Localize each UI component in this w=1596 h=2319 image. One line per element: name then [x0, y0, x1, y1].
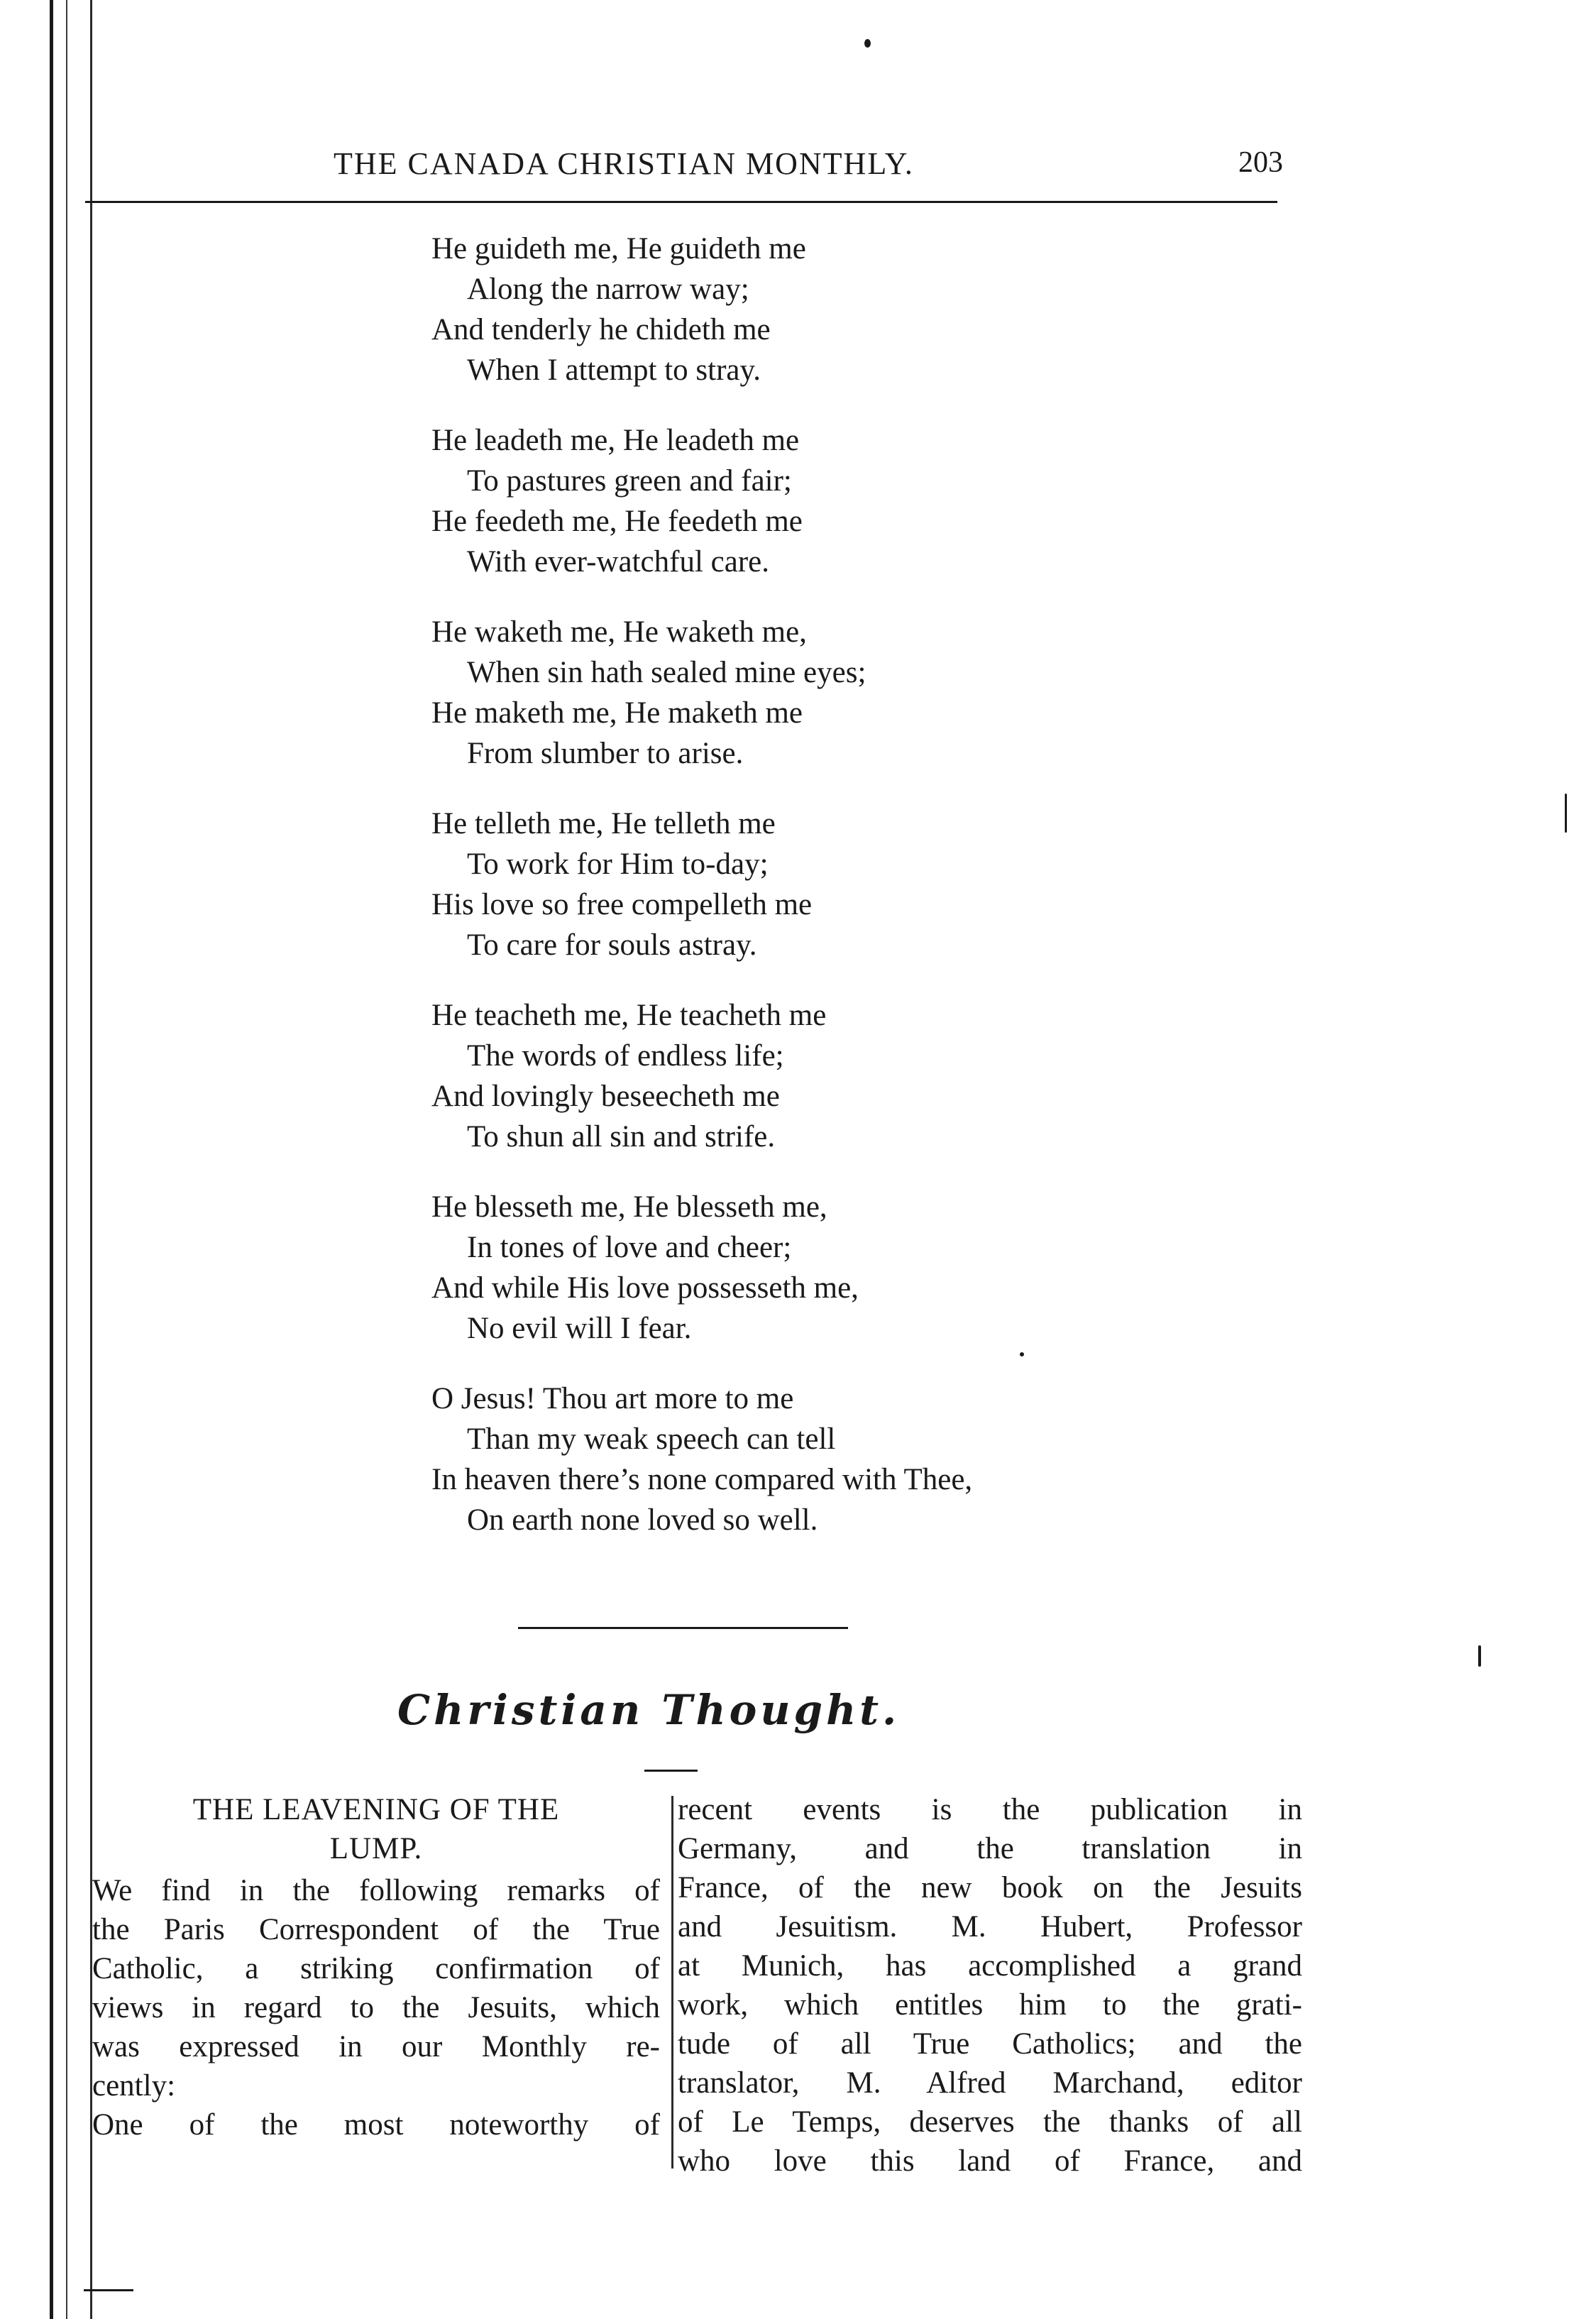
running-head: THE CANADA CHRISTIAN MONTHLY.	[334, 146, 914, 181]
poem-line: When sin hath sealed mine eyes;	[467, 656, 866, 689]
article-text-line: at Munich, has accomplished a grand	[678, 1949, 1302, 1983]
article-text-line: tude of all True Catholics; and the	[678, 2027, 1302, 2061]
poem-stanza	[431, 612, 1226, 774]
binding-hook	[84, 2289, 133, 2291]
poem-line: With ever-watchful care.	[467, 545, 769, 579]
poem-stanza	[431, 1187, 1226, 1349]
header-rule	[85, 201, 1277, 203]
poem-line: He leadeth me, He leadeth me	[431, 424, 800, 457]
article-column-right	[678, 1790, 1302, 2181]
article-text-line: France, of the new book on the Jesuits	[678, 1871, 1302, 1904]
article-text-line: We find in the following remarks of	[92, 1874, 660, 1907]
poem-stanza	[431, 995, 1226, 1157]
poem-line: And while His love possesseth me,	[431, 1271, 859, 1305]
poem-line: From slumber to arise.	[467, 737, 744, 770]
article-text-line: was expressed in our Monthly re-	[92, 2030, 660, 2063]
poem-line: To work for Him to-day;	[467, 848, 769, 881]
poem-stanza	[431, 1378, 1226, 1540]
poem-line: He blesseth me, He blesseth me,	[431, 1190, 827, 1224]
article-text-line: of Le Temps, deserves the thanks of all	[678, 2105, 1302, 2139]
article-text-line: views in regard to the Jesuits, which	[92, 1991, 660, 2024]
poem-line: To shun all sin and strife.	[467, 1120, 776, 1153]
article-text-line: translator, M. Alfred Marchand, editor	[678, 2066, 1302, 2100]
article-text-line: recent events is the publication in	[678, 1793, 1302, 1826]
title-rule	[644, 1770, 698, 1772]
poem-line: To pastures green and fair;	[467, 464, 792, 498]
article-heading	[92, 1790, 660, 1868]
poem-line: He feedeth me, He feedeth me	[431, 505, 803, 538]
article-text-line: the Paris Correspondent of the True	[92, 1913, 660, 1946]
poem-line: Along the narrow way;	[467, 273, 749, 306]
poem-stanza	[431, 804, 1226, 965]
article-text-line: Catholic, a striking confirmation of	[92, 1952, 660, 1985]
page-number: 203	[1238, 146, 1283, 179]
print-speck	[1565, 794, 1567, 833]
article-column-left	[92, 1790, 660, 2144]
article-text-line: One of the most noteworthy of	[92, 2108, 660, 2142]
print-speck	[864, 39, 871, 48]
column-divider	[671, 1796, 673, 2169]
poem-line: In tones of love and cheer;	[467, 1231, 792, 1264]
print-speck	[1478, 1645, 1481, 1667]
poem-line: He waketh me, He waketh me,	[431, 615, 807, 649]
poem-line: In heaven there’s none compared with Thee,	[431, 1463, 973, 1496]
poem-line: No evil will I fear.	[467, 1312, 692, 1345]
article-heading-line: LUMP.	[329, 1832, 423, 1865]
poem-stanza	[431, 420, 1226, 582]
poem-line: O Jesus! Thou art more to me	[431, 1382, 794, 1415]
article-text-line: work, which entitles him to the grati-	[678, 1988, 1302, 2022]
poem-line: He teacheth me, He teacheth me	[431, 999, 827, 1032]
article-text-line: who love this land of France, and	[678, 2144, 1302, 2178]
poem-stanza	[431, 229, 1226, 390]
poem-line: Than my weak speech can tell	[467, 1422, 836, 1456]
binding-edge	[50, 0, 92, 2319]
section-title: Christian Thought.	[397, 1686, 901, 1734]
poem-line: He guideth me, He guideth me	[431, 232, 806, 265]
poem-line: The words of endless life;	[467, 1039, 784, 1073]
poem-line: He maketh me, He maketh me	[431, 696, 803, 730]
poem-line: And lovingly beseecheth me	[431, 1080, 780, 1113]
poem-line: To care for souls astray.	[467, 928, 757, 962]
section-rule	[518, 1627, 848, 1629]
article-heading-line: THE LEAVENING OF THE	[192, 1793, 560, 1826]
poem-line: When I attempt to stray.	[467, 353, 761, 387]
poem	[431, 229, 1226, 1570]
article-text-line: Germany, and the translation in	[678, 1832, 1302, 1865]
poem-line: His love so free compelleth me	[431, 888, 813, 921]
poem-line: And tenderly he chideth me	[431, 313, 771, 346]
poem-line: He telleth me, He telleth me	[431, 807, 776, 840]
article-text-line: cently:	[92, 2069, 176, 2103]
poem-line: On earth none loved so well.	[467, 1503, 818, 1537]
article-text-line: and Jesuitism. M. Hubert, Professor	[678, 1910, 1302, 1944]
